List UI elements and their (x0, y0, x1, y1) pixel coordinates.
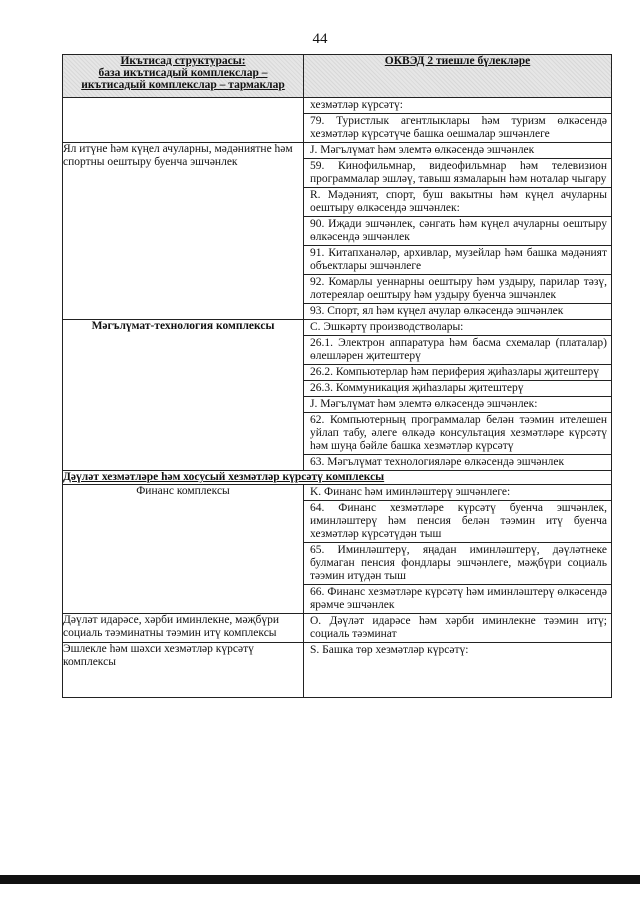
okved-item: K. Финанс һәм иминләштерү эшчәнлеге: (310, 486, 511, 498)
table-row (63, 485, 612, 614)
header-line-1: Икътисад структурасы: (120, 55, 246, 67)
header-okved (304, 55, 612, 98)
okved-item: S. Башка төр хезмәтләр күрсәтү: (310, 644, 469, 656)
table-row (63, 320, 612, 471)
okved-item: 63. Мәгълүмат технологияләре өлкәсендә эшчәнлек (304, 454, 611, 470)
okved-item: 79. Туристлык агентлыклары һәм туризм өлкәсендә хезмәтләр күрсәтүче башка оешмалар эшчәнлеге (304, 113, 611, 142)
row-label: Ял итүне һәм күңел ачуларны, мәдәниятне һәм спортны оештыру буенча эшчәнлек (63, 143, 304, 320)
okved-item: 26.3. Коммуникация җиһазлары җитештерү (304, 380, 611, 396)
okved-item: 66. Финанс хезмәтләре күрсәтү һәм иминләштерү өлкәсендә ярәмче эшчәнлек (304, 584, 611, 613)
okved-item: 26.2. Компьютерлар һәм периферия җиһазлары җитештерү (304, 364, 611, 380)
okved-item: 92. Комарлы уеннарны оештыру һәм уздыру, парилар тәзү, лотереялар оештыру һәм уздыру буенча эшчәнлек (304, 274, 611, 303)
row-sections (304, 614, 612, 643)
okved-item: C. Эшкәртү производстволары: (310, 321, 464, 333)
row-label: Мәгълүмат-технология комплексы (63, 320, 304, 471)
row-label: Дәүләт идарәсе, хәрби иминлекне, мәҗбүри социаль тәэминатны тәэмин итү комплексы (63, 614, 304, 643)
okved-item: 59. Кинофильмнар, видеофильмнар һәм телевизион программалар эшләү, тавыш язмаларын һәм ноталар чыгару (304, 158, 611, 187)
row-label: Эшлекле һәм шәхси хезмәтләр күрсәтү комплексы (63, 643, 304, 698)
table-header-row (63, 55, 612, 98)
header-structure (63, 55, 304, 98)
row-sections (304, 485, 612, 614)
okved-item: O. Дәүләт идарәсе һәм хәрби иминлекне тәэмин итү; социаль тәэминат (310, 615, 607, 640)
scan-bottom-edge (0, 875, 640, 884)
page-number: 44 (312, 31, 328, 47)
okved-item: хезмәтләр күрсәтү: (310, 99, 403, 111)
header-line-2: база икътисадый комплекслар – (98, 67, 268, 79)
row-sections (304, 143, 612, 320)
okved-item: 65. Иминләштерү, яңадан иминләштерү, дәүләтнеке булмаган пенсия фондлары эшчәнлеге, мәҗбүри социаль тәэмин итүдән тыш (304, 542, 611, 584)
table-row (63, 98, 612, 143)
okved-item: J. Мәгълүмат һәм элемтә өлкәсендә эшчәнлек (310, 144, 535, 156)
header-okved-label: ОКВЭД 2 тиешле бүлекләре (384, 55, 531, 67)
row-sections (304, 643, 612, 698)
okved-item: 90. Иҗади эшчәнлек, сәнгать һәм күңел ачуларны оештыру өлкәсендә эшчәнлек (304, 216, 611, 245)
okved-item: 64. Финанс хезмәтләре күрсәтү буенча эшчәнлек, иминләштерү һәм пенсия белән тәэмин итү буенча хезмәтләр күрсәтүдән тыш (304, 500, 611, 542)
okved-item: J. Мәгълүмат һәм элемтә өлкәсендә эшчәнлек: (304, 396, 611, 412)
okved-item: 62. Компьютерның программалар белән тәэмин ителешен уйлап табу, әлеге өлкәдә консультация хезмәтләре күрсәтү һәм шуңа бәйле башка хезмәтләр күрсәтү (304, 412, 611, 454)
section-row (63, 471, 612, 485)
okved-item: R. Мәдәният, спорт, буш вакытны һәм күңел ачуларны оештыру өлкәсендә эшчәнлек: (304, 187, 611, 216)
header-line-3: икътисадый комплекслар – тармаклар (81, 79, 285, 91)
economic-structure-table (62, 54, 612, 698)
row-label: Финанс комплексы (63, 485, 304, 614)
table-row (63, 643, 612, 698)
row-sections (304, 320, 612, 471)
table-row (63, 143, 612, 320)
row-sections (304, 98, 612, 143)
row-label (63, 98, 304, 143)
okved-item: 26.1. Электрон аппаратура һәм басма схемалар (платалар) өлешләрен җитештерү (304, 335, 611, 364)
okved-item: 91. Китапханәләр, архивлар, музейлар һәм башка мәдәният объектлары эшчәнлеге (304, 245, 611, 274)
section-title: Дәүләт хезмәтләре һәм хосусый хезмәтләр күрсәтү комплексы (63, 471, 612, 485)
okved-item: 93. Спорт, ял һәм күңел ачулар өлкәсендә эшчәнлек (304, 303, 611, 319)
table-row (63, 614, 612, 643)
